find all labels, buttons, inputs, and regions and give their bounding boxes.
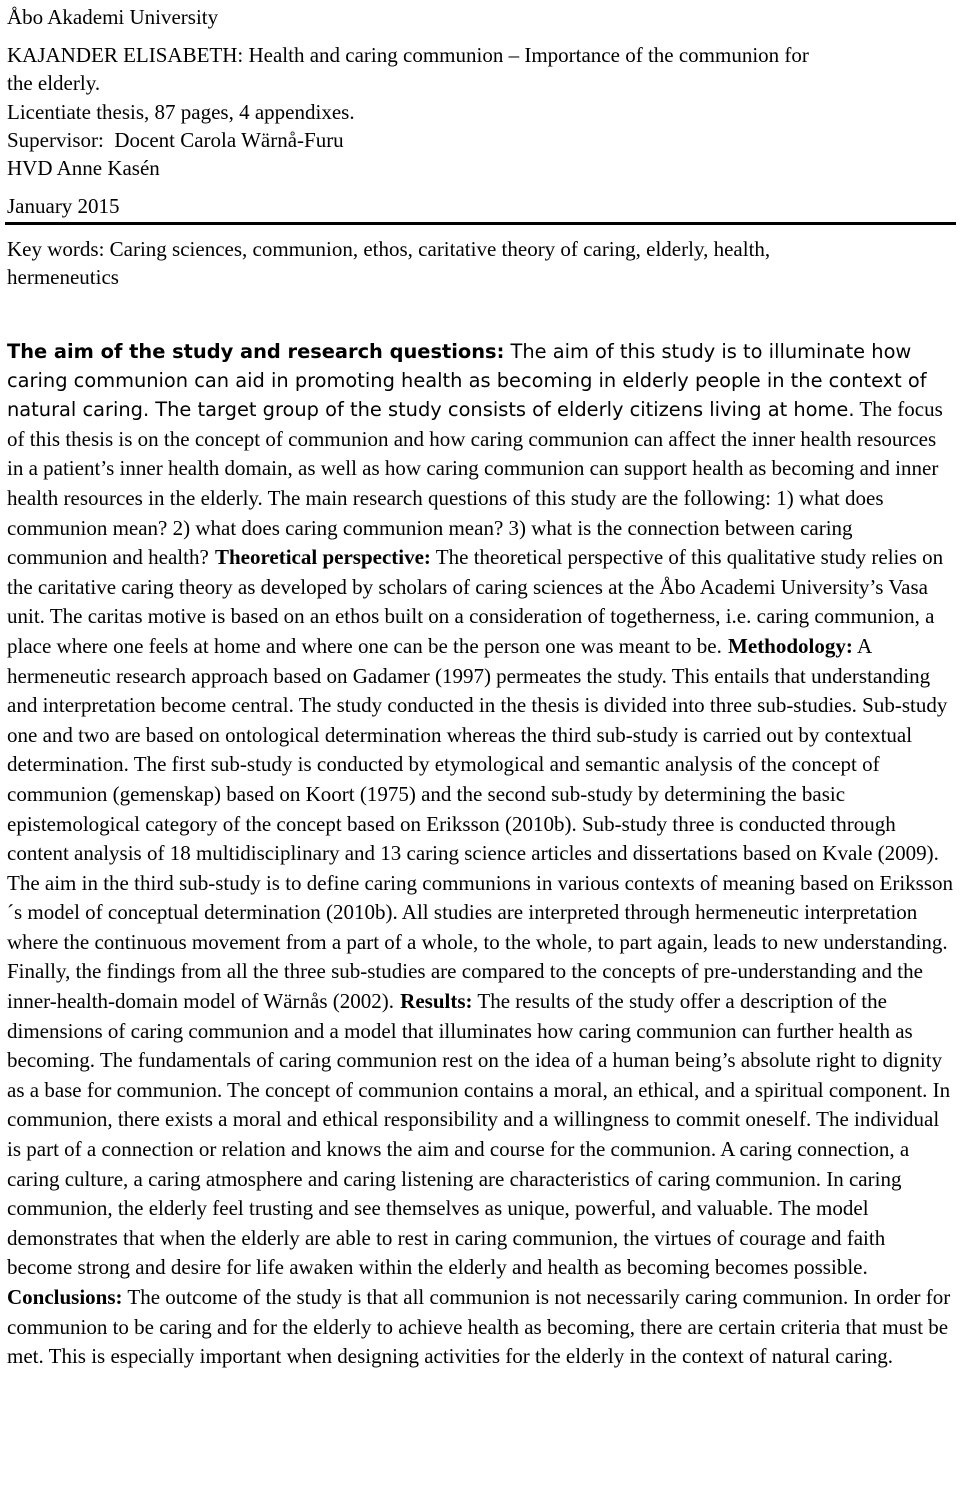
supervisor: Supervisor: Docent Carola Wärnå-Furu [7, 128, 344, 152]
theory-heading: Theoretical perspective: [214, 545, 431, 570]
co-supervisor: HVD Anne Kasén [7, 156, 160, 180]
focus-text: The focus of this thesis is on the concept of communion and how caring communion can affect the inner health resources in a patient’s inner health domain, as well as how caring communion can support health as becoming and inner health resources in the elderly. The main research questions of this study are the following: 1) what does communion mean? 2) what does caring communion mean? 3) what is the connection between caring communion and health? [7, 397, 943, 570]
keywords-line-1: Key words: Caring sciences, communion, ethos, caritative theory of caring, elderly, health, [7, 237, 771, 261]
author-and-title-line-1: KAJANDER ELISABETH: Health and caring communion – Importance of the communion for [7, 43, 809, 67]
results-text: The results of the study offer a description of the dimensions of caring communion and a model that illuminates how caring communion can further health as becoming. The fundamentals of caring communion rest on the idea of a human being’s absolute right to dignity as a base for communion. The concept of communion contains a moral, an ethical, and a spiritual component. In communion, there exists a moral and ethical responsibility and a willingness to commit oneself. The individual is part of a connection or relation and knows the aim and course for the communion. A caring connection, a caring culture, a caring atmosphere and caring listening are characteristics of caring communion. In caring communion, the elderly feel trusting and see themselves as unique, powerful, and valuable. The model demonstrates that when the elderly are able to rest in caring communion, the virtues of courage and faith become strong and desire for life awaken within the elderly and health as becoming becomes possible. [7, 989, 951, 1280]
date: January 2015 [7, 194, 120, 218]
university-name: Åbo Akademi University [7, 5, 219, 29]
conclusions-heading: Conclusions: [7, 1285, 123, 1309]
horizontal-rule [5, 222, 956, 225]
conclusions-text: The outcome of the study is that all communion is not necessarily caring communion. In order for communion to be caring and for the elderly to achieve health as becoming, there are certain criteria that must be met. This is especially important when designing activities for the elderly in the context of natural caring. [7, 1285, 951, 1369]
keywords-line-2: hermeneutics [7, 265, 119, 289]
aim-heading: The aim of the study and research questions: [7, 340, 505, 363]
results-heading: Results: [400, 989, 473, 1014]
thesis-info: Licentiate thesis, 87 pages, 4 appendixes. [7, 100, 355, 124]
author-and-title-line-2: the elderly. [7, 71, 101, 95]
aim-text: The aim of this study is to illuminate how caring communion can aid in promoting health as becoming in elderly people in the context of natural caring. The target group of the study consists of elderly citizens living at home. [7, 340, 927, 422]
abstract-body [7, 338, 953, 1372]
methodology-text: A hermeneutic research approach based on Gadamer (1997) permeates the study. This entails that understanding and interpretation become central. The study conducted in the thesis is divided into three sub-studies. Sub-study one and two are based on ontological determination whereas the third sub-study is carried out by contextual determination. The first sub-study is conducted by etymological and semantic analysis of the concept of communion (gemenskap) based on Koort (1975) and the second sub-study by determining the basic epistemological category of the concept based on Eriksson (2010b). Sub-study three is conducted through content analysis of 18 multidisciplinary and 13 caring science articles and dissertations based on Kvale (2009). The aim in the third sub-study is to define caring communions in various contexts of meaning based on Eriksson´s model of conceptual determination (2010b). All studies are interpreted through hermeneutic interpretation where the continuous movement from a part of a whole, to the whole, to part again, leads to new understanding. Finally, the findings from all the three sub-studies are compared to the concepts of pre-understanding and the inner-health-domain model of Wärnås (2002). [7, 633, 953, 1014]
theory-text: The theoretical perspective of this qualitative study relies on the caritative caring theory as developed by scholars of caring sciences at the Åbo Academi University’s Vasa unit. The caritas motive is based on an ethos built on a consideration of togetherness, i.e. caring communion, a place where one feels at home and where one can be the person one was meant to be. [7, 545, 944, 658]
methodology-heading: Methodology: [728, 633, 853, 658]
